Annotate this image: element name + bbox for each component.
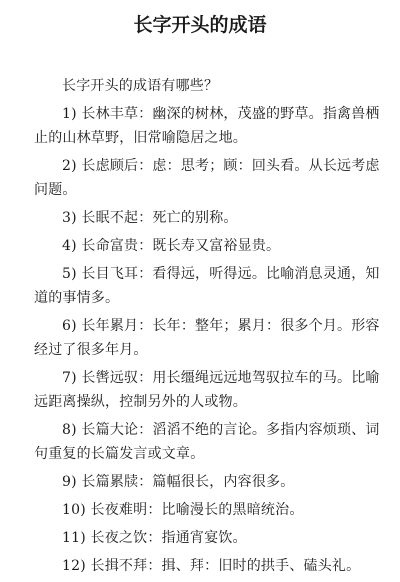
entry-number: 4)	[62, 238, 82, 254]
entry-number: 1)	[62, 106, 82, 122]
entry-text: 长夜难明：比喻漫长的黑暗统治。	[90, 502, 304, 518]
entry-text: 长林丰草：幽深的树林，茂盛的野草。指禽兽栖止的山林草野，旧常喻隐居之地。	[34, 106, 380, 146]
intro-text: 长字开头的成语有哪些？	[62, 78, 219, 94]
idiom-entry	[34, 526, 384, 550]
entry-number: 12)	[62, 558, 91, 574]
idiom-entry	[34, 470, 384, 494]
entry-number: 7)	[62, 370, 82, 386]
entry-text: 长眠不起：死亡的别称。	[81, 210, 238, 226]
entry-number: 8)	[62, 422, 82, 438]
idiom-entry	[34, 314, 384, 362]
page-title: 长字开头的成语	[133, 14, 267, 36]
entry-number: 10)	[62, 502, 91, 518]
idiom-entry	[34, 554, 384, 578]
entry-text: 长虑顾后：虑：思考；顾：回头看。从长远考虑问题。	[34, 158, 380, 198]
entry-text: 长命富贵：既长寿又富裕显贵。	[81, 238, 281, 254]
entry-text: 长揖不拜：揖、拜：旧时的拱手、磕头礼。	[90, 558, 361, 574]
entry-number: 2)	[62, 158, 82, 174]
idiom-list	[34, 102, 384, 578]
entry-text: 长年累月：长年：整年；累月：很多个月。形容经过了很多年月。	[34, 318, 380, 358]
idiom-entry	[34, 262, 384, 310]
entry-text: 长夜之饮：指通宵宴饮。	[90, 530, 247, 546]
idiom-entry	[34, 498, 384, 522]
entry-number: 5)	[62, 266, 82, 282]
entry-number: 6)	[62, 318, 82, 334]
entry-text: 长目飞耳：看得远，听得远。比喻消息灵通，知道的事情多。	[34, 266, 380, 306]
article-body	[34, 74, 384, 582]
idiom-entry	[34, 366, 384, 414]
idiom-entry	[34, 418, 384, 466]
idiom-entry	[34, 234, 384, 258]
idiom-entry	[34, 102, 384, 150]
entry-number: 9)	[62, 474, 82, 490]
entry-text: 长辔远驭：用长缰绳远远地驾驭拉车的马。比喻远距离操纵，控制另外的人或物。	[34, 370, 380, 410]
entry-text: 长篇累牍：篇幅很长，内容很多。	[81, 474, 295, 490]
entry-text: 长篇大论：滔滔不绝的言论。多指内容烦琐、词句重复的长篇发言或文章。	[34, 422, 380, 462]
entry-number: 3)	[62, 210, 82, 226]
idiom-entry	[34, 154, 384, 202]
idiom-entry	[34, 206, 384, 230]
entry-number: 11)	[62, 530, 91, 546]
